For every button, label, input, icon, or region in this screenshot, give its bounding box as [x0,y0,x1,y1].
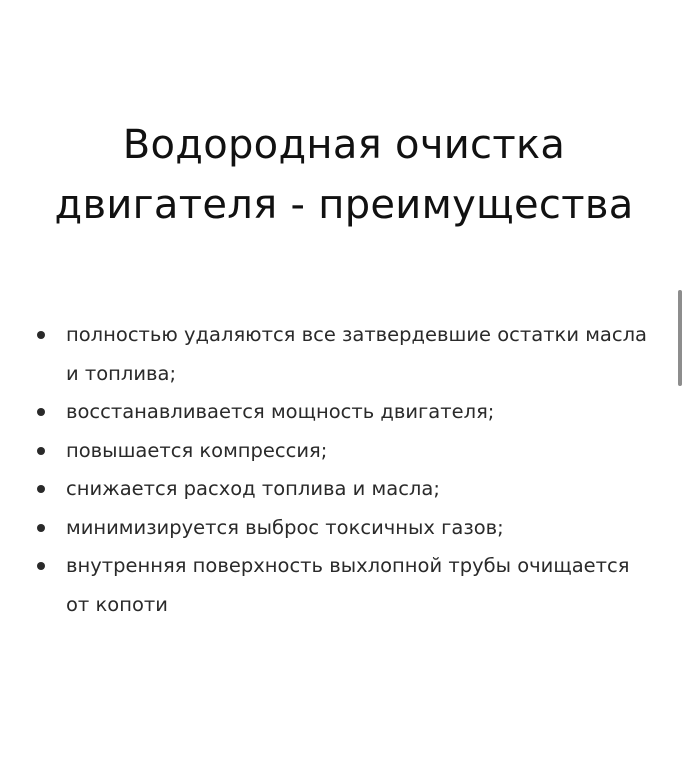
list-item [36,316,656,393]
list-item [36,432,656,471]
benefits-list [36,316,656,624]
list-item-text: снижается расход топлива и масла; [66,477,440,500]
list-item-text: внутренняя поверхность выхлопной трубы очищается от копоти [66,554,630,616]
list-item [36,509,656,548]
list-item-text: повышается компрессия; [66,438,328,462]
page-title [0,115,688,235]
title-line-2: двигателя - преимущества [54,181,634,228]
list-item [36,470,656,509]
bullet-icon [37,408,45,416]
bullet-icon [37,524,45,532]
bullet-icon [37,485,45,493]
bullet-icon [37,331,45,339]
list-item-text: полностью удаляются все затвердевшие остатки масла и топлива; [66,323,648,385]
title-line-1: Водородная очистка [122,121,566,168]
list-item-text: минимизируется выброс токсичных газов; [66,515,504,539]
list-item [36,393,656,432]
bullet-icon [37,562,45,570]
list-item-text: восстанавливается мощность двигателя; [66,400,495,423]
bullet-icon [37,447,45,455]
list-item [36,547,656,624]
scrollbar-thumb[interactable] [678,290,682,386]
